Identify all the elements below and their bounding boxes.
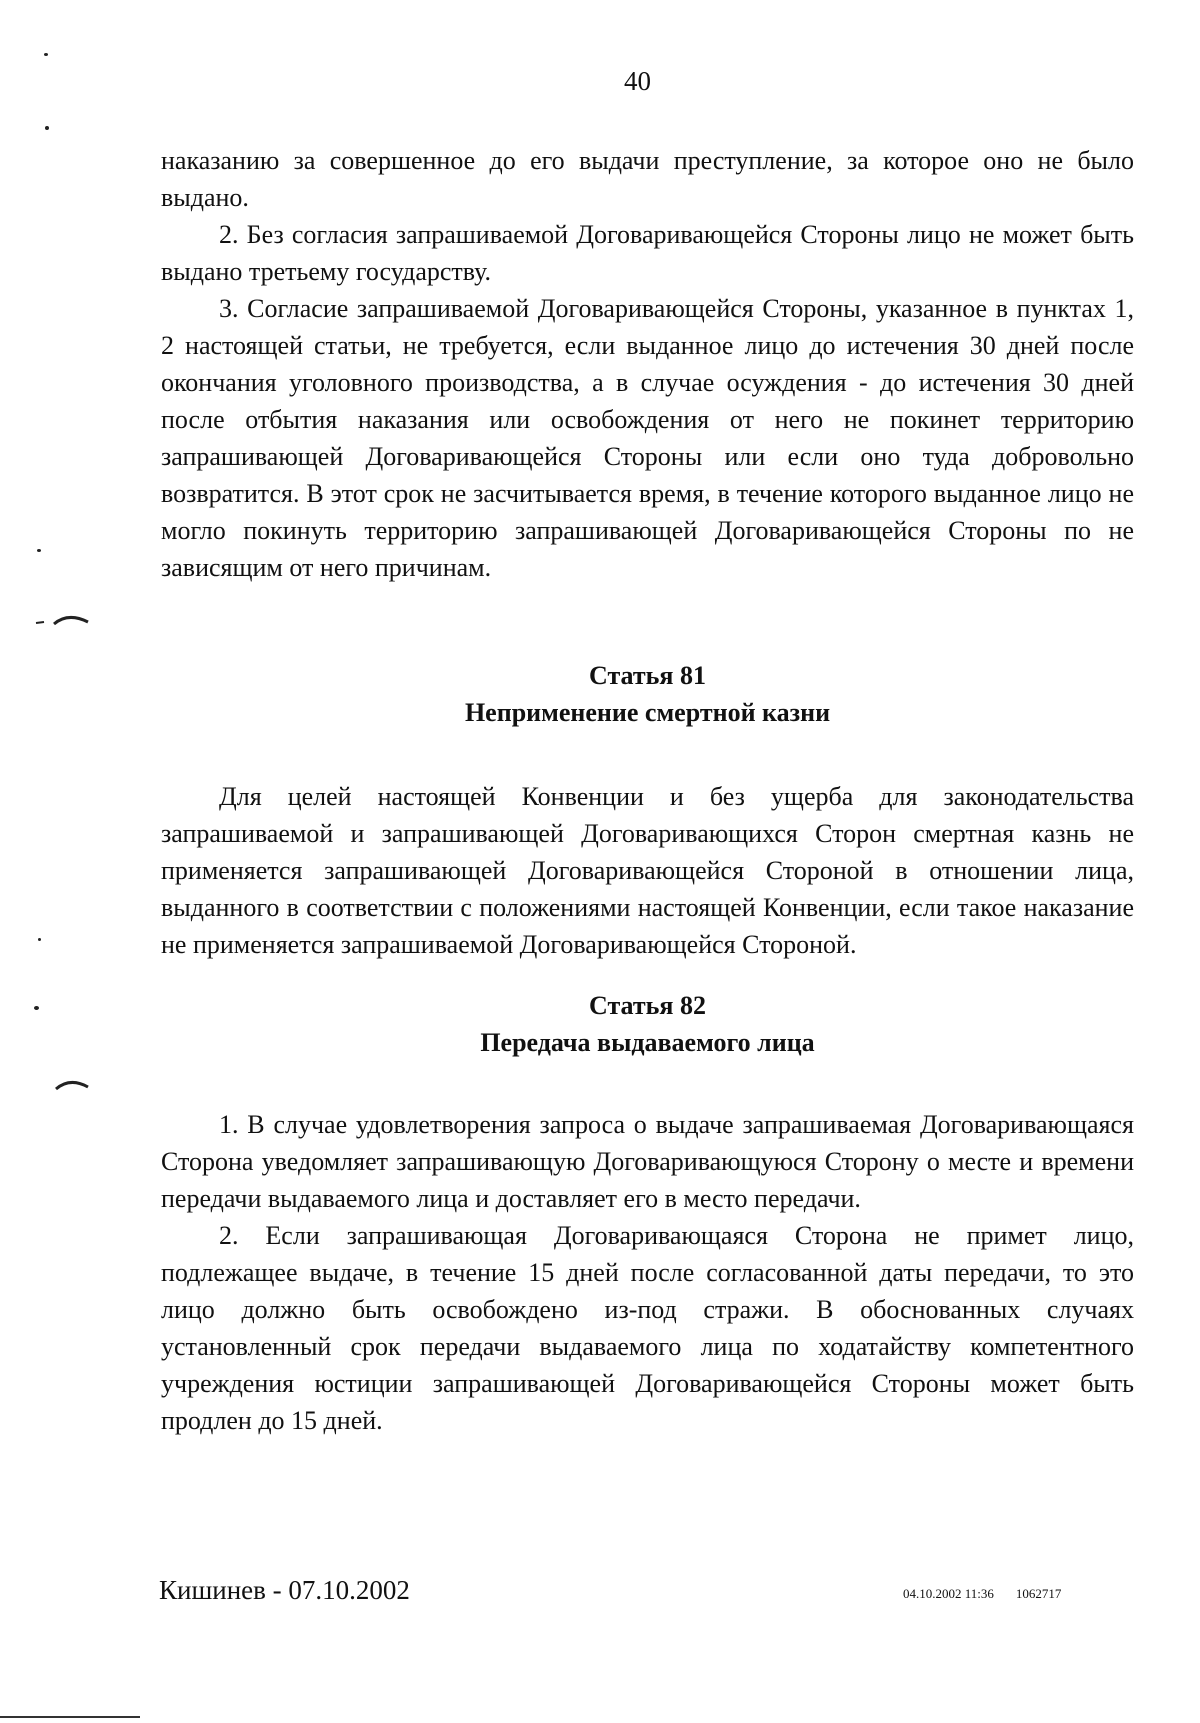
footer-document-code: 1062717 (1015, 1586, 1062, 1601)
article-title: Неприменение смертной казни (464, 698, 831, 727)
paragraph: 3. Согласие запрашиваемой Договаривающейся Стороны, указанное в пунктах 1, 2 настоящей статьи, не требуется, если выданное лицо до истечения 30 дней после окончания уголовного производства, а в случае осуждения - до истечения 30 дней после отбытия наказания или освобождения от него не покинет территорию запрашивающей Договаривающейся Стороны или если оно туда добровольно возвратится. В этот срок не засчитывается время, в течение которого выданное лицо не могло покинуть территорию запрашивающей Договаривающейся Стороны по не зависящим от него причинам. (161, 294, 1134, 582)
paragraph: Для целей настоящей Конвенции и без ущерба для законодательства запрашиваемой и запрашивающей Договаривающихся Сторон смертная казнь не применяется запрашивающей Договаривающейся Стороной в отношении лица, выданного в соответствии с положениями настоящей Конвенции, если такое наказание не применяется запрашиваемой Договаривающейся Стороной. (161, 782, 1134, 959)
article-title: Передача выдаваемого лица (480, 1028, 815, 1057)
article-number: Статья 82 (589, 991, 706, 1020)
scan-mark-icon (34, 610, 94, 630)
scan-mark-icon (54, 1076, 94, 1094)
article-82-heading (161, 987, 1134, 1061)
footer-stamp (903, 1587, 1061, 1600)
paragraph: 2. Если запрашивающая Договаривающаяся Сторона не примет лицо, подлежащее выдаче, в течение 15 дней после согласованной даты передачи, то это лицо должно быть освобождено из-под стражи. В обоснованных случаях установленный срок передачи выдаваемого лица по ходатайству компетентного учреждения юстиции запрашивающей Договаривающейся Стороны может быть продлен до 15 дней. (161, 1221, 1134, 1435)
scan-speck (45, 126, 49, 130)
scan-speck (44, 53, 48, 56)
article-81-body (161, 778, 1134, 963)
scan-speck (34, 1006, 39, 1010)
paragraph: наказанию за совершенное до его выдачи преступление, за которое оно не было выдано. (161, 146, 1134, 212)
paragraph: 1. В случае удовлетворения запроса о выдаче запрашиваемая Договаривающаяся Сторона уведомляет запрашивающую Договаривающуюся Сторону о месте и времени передачи выдаваемого лица и доставляет его в место передачи. (161, 1110, 1134, 1213)
footer-place-date: Кишинев - 07.10.2002 (159, 1575, 410, 1605)
article-80-continuation (161, 142, 1134, 586)
footer-timestamp: 04.10.2002 11:36 (903, 1586, 994, 1601)
article-81-heading (161, 657, 1134, 731)
scan-speck (37, 549, 41, 552)
article-82-body (161, 1106, 1134, 1439)
page-number: 40 (624, 66, 651, 96)
scan-edge-line (0, 1716, 140, 1718)
article-number: Статья 81 (589, 661, 706, 690)
paragraph: 2. Без согласия запрашиваемой Договаривающейся Стороны лицо не может быть выдано третьему государству. (161, 220, 1134, 286)
scan-speck (38, 938, 41, 941)
